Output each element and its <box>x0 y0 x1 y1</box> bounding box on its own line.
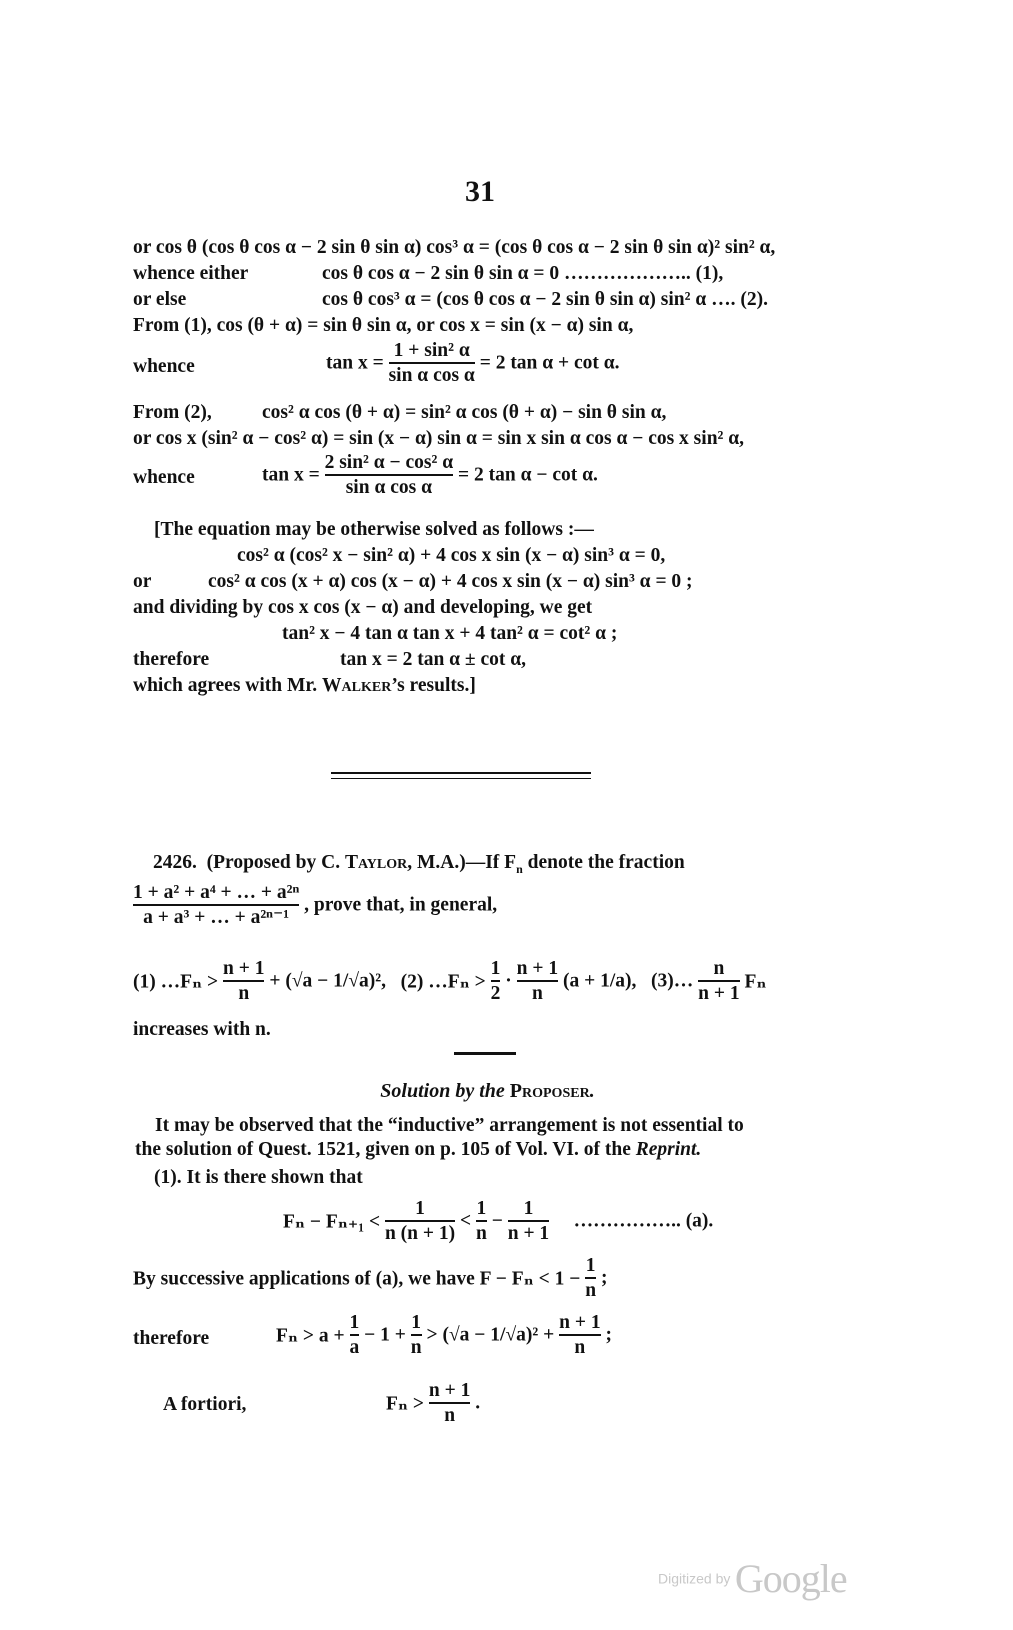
fraction-numerator: 1 <box>585 1255 596 1276</box>
increases-text: increases with n. <box>133 1019 271 1040</box>
condition-3-label: (3)… <box>651 970 694 992</box>
condition-1-fraction <box>223 958 264 1005</box>
separator-rule-bottom <box>331 778 591 779</box>
digitized-by-google-watermark <box>658 1555 847 1602</box>
bracket-equation-3: tan² x − 4 tan α tan x + 4 tan² α = cot² α ; <box>282 623 618 644</box>
tan-x-fraction-1 <box>389 340 475 387</box>
from-2-equation: cos² α cos (θ + α) = sin² α cos (θ + α) − sin θ sin α, <box>262 402 667 423</box>
fraction-numerator: 1 <box>523 1198 534 1219</box>
or-else-label: or else <box>133 289 187 310</box>
condition-2-fraction <box>517 958 558 1005</box>
conclusion-text-end: ’s results.] <box>391 675 476 696</box>
therefore-middle: − 1 + <box>364 1324 406 1346</box>
therefore-end: ; <box>605 1324 612 1346</box>
equation-line-1: or cos θ (cos θ cos α − 2 sin θ sin α) cos³ α = (cos θ cos α − 2 sin θ sin α)² sin² α, <box>133 237 776 258</box>
bracket-or-label: or <box>133 571 152 592</box>
solution-heading-text: Solution by the <box>380 1080 510 1102</box>
inequality-a <box>283 1198 713 1245</box>
inequality-fraction-1 <box>385 1198 455 1245</box>
condition-3-rest: Fₙ <box>744 971 767 993</box>
fraction-denominator: 2 <box>491 980 501 1005</box>
solution-part-1-intro: (1). It is there shown that <box>154 1167 363 1188</box>
condition-1-label: (1) …Fₙ > <box>133 971 219 993</box>
f-fraction <box>133 882 299 929</box>
proposed-by-end: , M.A.)—If F <box>407 852 517 873</box>
fraction-definition <box>133 882 497 929</box>
google-logo: Google <box>734 1556 847 1601</box>
tan-x-rhs: = 2 tan α + cot α. <box>479 352 620 374</box>
condition-2-half <box>491 958 501 1005</box>
solution-paragraph-line-2 <box>135 1138 701 1162</box>
condition-2-rest: (a + 1/a), <box>563 970 637 992</box>
fraction-denominator: sin α cos α <box>325 474 454 499</box>
a-fortiori-label: A fortiori, <box>163 1394 247 1415</box>
fraction-numerator: 1 + sin² α <box>393 340 470 361</box>
whence-either-label: whence either <box>133 263 249 284</box>
fraction-denominator: n (n + 1) <box>385 1220 455 1245</box>
solution-heading-end: . <box>589 1080 595 1102</box>
fraction-denominator: n <box>223 980 264 1005</box>
therefore-greater: > (√a − 1/√a)² + <box>426 1324 555 1346</box>
f-subscript: n <box>516 861 523 876</box>
fraction-denominator: a + a³ + … + a²ⁿ⁻¹ <box>133 904 299 929</box>
bracket-equation-4: tan x = 2 tan α ± cot α, <box>340 649 527 670</box>
problem-header <box>153 851 829 881</box>
equation-1: cos θ cos α − 2 sin θ sin α = 0 ……………….. (1), <box>322 263 724 284</box>
a-fortiori-inequality <box>386 1380 480 1427</box>
condition-3-fraction <box>698 958 739 1005</box>
tan-x-formula-1 <box>326 340 620 387</box>
fraction-denominator: n <box>476 1220 487 1245</box>
watermark-text: Digitized by <box>658 1570 731 1587</box>
fraction-numerator: n + 1 <box>516 958 559 979</box>
tan-x-lhs: tan x = <box>262 464 320 486</box>
fraction-denominator: n <box>559 1334 600 1359</box>
fortiori-end: . <box>475 1392 481 1414</box>
successive-applications-line <box>133 1255 607 1302</box>
fraction-numerator: 1 <box>476 1198 487 1219</box>
inequality-tag: …………….. (a). <box>573 1210 714 1232</box>
solution-heading <box>0 1080 975 1103</box>
denote-text: denote the fraction <box>522 852 685 873</box>
fraction-denominator: n + 1 <box>698 980 739 1005</box>
successive-text: By successive applications of (a), we have F − Fₙ < 1 − <box>133 1268 581 1290</box>
therefore-lhs: Fₙ > a + <box>276 1325 345 1347</box>
fraction-denominator: n <box>411 1334 422 1359</box>
fraction-denominator: n <box>517 980 558 1005</box>
equation-2: cos θ cos³ α = (cos θ cos α − 2 sin θ sin α) sin² α …. (2). <box>322 289 768 310</box>
fraction-numerator: 1 + a² + a⁴ + … + a²ⁿ <box>133 882 300 903</box>
equation-line-7: or cos x (sin² α − cos² α) = sin (x − α) sin α = sin x sin α cos α − cos x sin² α, <box>133 428 745 449</box>
fraction-numerator: n + 1 <box>559 1312 601 1333</box>
bracket-therefore-label: therefore <box>133 649 210 670</box>
inequality-minus: − <box>491 1210 503 1232</box>
problem-conditions: (1) …Fₙ > $\frac{n + 1}{n}$ + (√a − 1/√a)², (2) …Fₙ > $\frac{1}{2}$ · $\frac{n + 1}{n}$ (a + 1/a), (3)… $\frac{n}{n + 1}$ Fₙ <box>133 958 767 1004</box>
whence-label-1: whence <box>133 356 195 377</box>
fraction-numerator: n + 1 <box>223 958 265 979</box>
proposed-by: (Proposed by C. <box>206 852 345 873</box>
fraction-numerator: 2 sin² α − cos² α <box>324 452 454 473</box>
bracket-conclusion <box>133 674 476 698</box>
tan-x-rhs: = 2 tan α − cot α. <box>458 464 598 486</box>
therefore-inequality <box>276 1312 612 1359</box>
tan-x-fraction-2 <box>325 452 454 499</box>
from-2-label: From (2), <box>133 402 212 423</box>
fraction-denominator: a <box>350 1334 360 1359</box>
bracket-dividing-line: and dividing by cos x cos (x − α) and developing, we get <box>133 597 593 618</box>
solution-paragraph-line-1: It may be observed that the “inductive” arrangement is not essential to <box>155 1115 744 1136</box>
bracket-equation-1: cos² α (cos² x − sin² α) + 4 cos x sin (x − α) sin³ α = 0, <box>237 545 666 566</box>
fraction-numerator: n + 1 <box>428 1380 471 1401</box>
problem-number: 2426. <box>153 852 197 873</box>
condition-1-rest: + (√a − 1/√a)², <box>269 970 386 992</box>
paragraph-text: the solution of Quest. 1521, given on p. 105 of Vol. VI. of the <box>135 1139 636 1160</box>
inequality-less-than: < <box>459 1210 472 1232</box>
fraction-numerator: 1 <box>415 1198 425 1219</box>
author-name: Walker <box>322 675 392 696</box>
bracket-intro: [The equation may be otherwise solved as follows :— <box>154 519 594 540</box>
short-rule <box>454 1052 516 1055</box>
inequality-fraction-3 <box>508 1198 549 1245</box>
successive-fraction <box>585 1255 596 1302</box>
inequality-lhs: Fₙ − Fₙ₊₁ < <box>283 1211 381 1233</box>
therefore-label: therefore <box>133 1328 210 1349</box>
fraction-numerator: 1 <box>490 958 501 979</box>
proposer-name: Taylor <box>344 852 408 873</box>
fraction-denominator: n <box>429 1402 470 1427</box>
solution-heading-name: Proposer <box>509 1080 590 1102</box>
therefore-fraction-1 <box>350 1312 360 1359</box>
reprint-reference: Reprint. <box>635 1139 702 1160</box>
fortiori-fraction <box>429 1380 470 1427</box>
fraction-denominator: sin α cos α <box>389 362 475 387</box>
whence-label-2: whence <box>133 467 195 488</box>
condition-2-label: (2) …Fₙ > <box>400 971 486 993</box>
from-1-line: From (1), cos (θ + α) = sin θ sin α, or cos x = sin (x − α) sin α, <box>133 315 634 336</box>
fraction-numerator: 1 <box>349 1312 360 1333</box>
therefore-fraction-2 <box>411 1312 422 1359</box>
prove-text: , prove that, in general, <box>304 894 498 916</box>
page-number: 31 <box>465 175 495 208</box>
fraction-numerator: n <box>713 958 725 979</box>
tan-x-formula-2 <box>262 452 598 499</box>
fraction-denominator: n <box>585 1277 596 1302</box>
separator-rule-top <box>331 772 591 774</box>
fraction-denominator: n + 1 <box>508 1220 549 1245</box>
successive-end: ; <box>600 1267 608 1289</box>
bracket-equation-2: cos² α cos (x + α) cos (x − α) + 4 cos x sin (x − α) sin³ α = 0 ; <box>208 571 693 592</box>
therefore-fraction-3 <box>559 1312 600 1359</box>
inequality-fraction-2 <box>476 1198 487 1245</box>
conclusion-text: which agrees with Mr. <box>133 675 323 696</box>
fortiori-lhs: Fₙ > <box>386 1393 425 1415</box>
tan-x-lhs: tan x = <box>326 352 384 374</box>
fraction-numerator: 1 <box>411 1312 422 1333</box>
